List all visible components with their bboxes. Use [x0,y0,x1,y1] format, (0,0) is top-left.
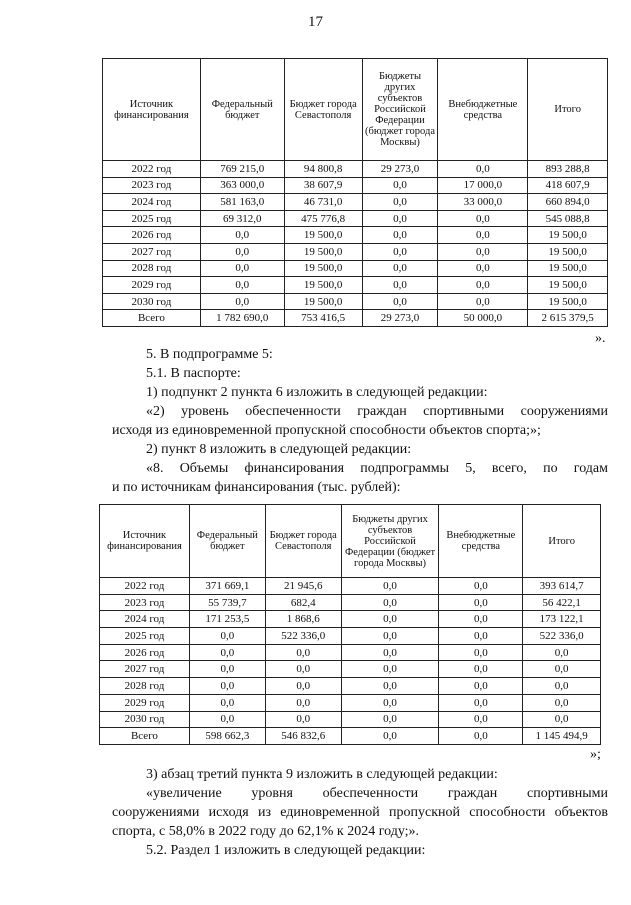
table-cell: 1 868,6 [265,611,341,628]
table-cell: 0,0 [438,210,528,227]
table-cell: 0,0 [439,678,523,695]
table-cell: 522 336,0 [523,628,601,645]
table-cell: 2026 год [103,227,201,244]
table-cell: 2029 год [103,277,201,294]
table-cell: 2028 год [103,260,201,277]
page-number: 17 [308,14,323,30]
table-cell: 17 000,0 [438,177,528,194]
table-cell: 0,0 [438,161,528,178]
table-cell: 2025 год [100,628,190,645]
header-total: Итого [528,59,608,161]
table-cell: 19 500,0 [528,293,608,310]
table-cell: 50 000,0 [438,310,528,327]
header-source: Источник финансирования [100,505,190,578]
paragraph-item3-text-b: сооружениями исходя из единовременной пропускной способности объектов [112,805,608,820]
table-cell: 0,0 [265,694,341,711]
table-cell: 0,0 [362,260,438,277]
table-cell: 69 312,0 [200,210,284,227]
table-cell: 2030 год [103,293,201,310]
table-cell: 0,0 [189,678,265,695]
table-row [103,310,608,327]
table-cell: 0,0 [265,711,341,728]
table-cell: 0,0 [523,694,601,711]
header-source: Источник финансирования [103,59,201,161]
table-cell: 0,0 [189,644,265,661]
table-row [100,694,601,711]
header-other-subjects: Бюджеты других субъектов Российской Федерации (бюджет города Москвы) [341,505,439,578]
table-cell: 2028 год [100,678,190,695]
table-cell: 171 253,5 [189,611,265,628]
table-cell: 0,0 [341,644,439,661]
table-cell: 0,0 [362,243,438,260]
table-cell: 2024 год [100,611,190,628]
table-cell: 2023 год [103,177,201,194]
header-extrabudget: Внебюджетные средства [438,59,528,161]
table-cell: 0,0 [341,594,439,611]
table-cell: 393 614,7 [523,578,601,595]
table-cell: 19 500,0 [284,243,362,260]
table-row [100,728,601,745]
table-row [103,210,608,227]
table-body [100,578,601,745]
table-body [103,161,608,327]
table-cell: 0,0 [341,678,439,695]
table-cell: 0,0 [362,177,438,194]
table-cell: 475 776,8 [284,210,362,227]
table-cell: 371 669,1 [189,578,265,595]
table-cell: 0,0 [200,227,284,244]
table-cell: 0,0 [265,661,341,678]
financing-table-1 [102,58,608,327]
table-cell: 522 336,0 [265,628,341,645]
paragraph-item3-text-c: спорта, с 58,0% в 2022 году до 62,1% к 2024 году;». [112,824,420,839]
table-cell: 0,0 [438,293,528,310]
table-cell: 0,0 [439,611,523,628]
table-cell: 21 945,6 [265,578,341,595]
header-federal: Федеральный бюджет [200,59,284,161]
header-sevastopol: Бюджет города Севастополя [284,59,362,161]
table-cell: 753 416,5 [284,310,362,327]
table-cell: 0,0 [439,578,523,595]
table-cell: 46 731,0 [284,194,362,211]
table-row [100,594,601,611]
paragraph-passport: 5.1. В паспорте: [146,366,241,381]
table-row [100,611,601,628]
table-cell: 19 500,0 [528,243,608,260]
table-cell: 0,0 [362,210,438,227]
table-cell: 0,0 [439,711,523,728]
table-cell: 0,0 [439,644,523,661]
table-cell: 0,0 [341,578,439,595]
table-row [103,260,608,277]
table-cell: Всего [100,728,190,745]
table-cell: 363 000,0 [200,177,284,194]
table-row [100,661,601,678]
table-cell: 173 122,1 [523,611,601,628]
table-cell: 2030 год [100,711,190,728]
table-cell: 0,0 [362,293,438,310]
table-cell: 0,0 [341,711,439,728]
table-row [103,243,608,260]
header-sevastopol: Бюджет города Севастополя [265,505,341,578]
table-cell: 0,0 [189,694,265,711]
table-cell: 33 000,0 [438,194,528,211]
table-cell: 0,0 [439,628,523,645]
header-extrabudget: Внебюджетные средства [439,505,523,578]
table-cell: 0,0 [189,711,265,728]
table-cell: 19 500,0 [528,227,608,244]
table-cell: 2022 год [100,578,190,595]
table-cell: 2 615 379,5 [528,310,608,327]
table-row [103,194,608,211]
table-cell: 545 088,8 [528,210,608,227]
table-cell: 0,0 [341,628,439,645]
table-cell: 0,0 [439,594,523,611]
table-cell: 2029 год [100,694,190,711]
table-cell: 94 800,8 [284,161,362,178]
paragraph-subprogram5: 5. В подпрограмме 5: [146,347,273,362]
table-cell: 0,0 [438,260,528,277]
header-federal: Федеральный бюджет [189,505,265,578]
table-cell: 0,0 [189,661,265,678]
table-cell: 19 500,0 [284,277,362,294]
table-cell: 1 145 494,9 [523,728,601,745]
header-total: Итого [523,505,601,578]
table-cell: 19 500,0 [284,227,362,244]
table-cell: 2022 год [103,161,201,178]
table-row [103,293,608,310]
table-cell: 0,0 [362,277,438,294]
table-cell: 546 832,6 [265,728,341,745]
paragraph-item2-text-b: и по источникам финансирования (тыс. рублей): [112,480,401,495]
table-cell: 0,0 [439,661,523,678]
closing-quote-2: »; [590,747,601,762]
paragraph-item1-text-a: «2) уровень обеспеченности граждан спортивными сооружениями [146,404,608,419]
table-cell: 598 662,3 [189,728,265,745]
table-cell: 2027 год [100,661,190,678]
table-row [103,161,608,178]
table-cell: 2025 год [103,210,201,227]
table-cell: Всего [103,310,201,327]
paragraph-item1-text-b: исходя из единовременной пропускной способности объектов спорта;»; [112,423,541,438]
table-cell: 0,0 [341,728,439,745]
table-cell: 769 215,0 [200,161,284,178]
financing-table-2 [99,504,601,745]
table-cell: 2027 год [103,243,201,260]
table-cell: 0,0 [265,644,341,661]
table-row [103,277,608,294]
table-cell: 2026 год [100,644,190,661]
paragraph-item3: 3) абзац третий пункта 9 изложить в следующей редакции: [146,767,498,782]
closing-quote-1: ». [595,331,606,346]
table-cell: 0,0 [362,227,438,244]
table-cell: 29 273,0 [362,161,438,178]
table-row [100,711,601,728]
paragraph-item1: 1) подпункт 2 пункта 6 изложить в следующей редакции: [146,385,488,400]
table-cell: 0,0 [438,243,528,260]
table-cell: 0,0 [438,277,528,294]
table-row [103,177,608,194]
table-row [100,628,601,645]
table-row [100,644,601,661]
table-cell: 29 273,0 [362,310,438,327]
header-other-subjects: Бюджеты других субъектов Российской Федерации (бюджет города Москвы) [362,59,438,161]
table-cell: 19 500,0 [284,293,362,310]
table-cell: 19 500,0 [528,260,608,277]
table-cell: 0,0 [200,277,284,294]
table-cell: 0,0 [439,694,523,711]
table-cell: 581 163,0 [200,194,284,211]
table-cell: 0,0 [523,711,601,728]
table-cell: 0,0 [341,661,439,678]
table-cell: 56 422,1 [523,594,601,611]
table-row [103,227,608,244]
table-cell: 0,0 [341,694,439,711]
table-cell: 19 500,0 [284,260,362,277]
table-cell: 55 739,7 [189,594,265,611]
table-cell: 893 288,8 [528,161,608,178]
table-cell: 0,0 [189,628,265,645]
table-cell: 2024 год [103,194,201,211]
table-row [100,578,601,595]
paragraph-item3-text-a: «увеличение уровня обеспеченности граждан спортивными [146,786,608,801]
table-cell: 38 607,9 [284,177,362,194]
table-cell: 0,0 [341,611,439,628]
table-cell: 0,0 [523,661,601,678]
paragraph-section1: 5.2. Раздел 1 изложить в следующей редакции: [146,843,426,858]
table-cell: 682,4 [265,594,341,611]
table-cell: 2023 год [100,594,190,611]
table-cell: 0,0 [523,644,601,661]
table-cell: 19 500,0 [528,277,608,294]
table-cell: 0,0 [200,260,284,277]
table-cell: 0,0 [265,678,341,695]
table-cell: 0,0 [439,728,523,745]
table-cell: 0,0 [523,678,601,695]
table-cell: 0,0 [438,227,528,244]
table-cell: 0,0 [362,194,438,211]
table-cell: 0,0 [200,293,284,310]
table-cell: 0,0 [200,243,284,260]
paragraph-item2: 2) пункт 8 изложить в следующей редакции: [146,442,412,457]
table-cell: 660 894,0 [528,194,608,211]
table-cell: 1 782 690,0 [200,310,284,327]
paragraph-item2-text-a: «8. Объемы финансирования подпрограммы 5, всего, по годам [146,461,608,476]
table-row [100,678,601,695]
table-cell: 418 607,9 [528,177,608,194]
